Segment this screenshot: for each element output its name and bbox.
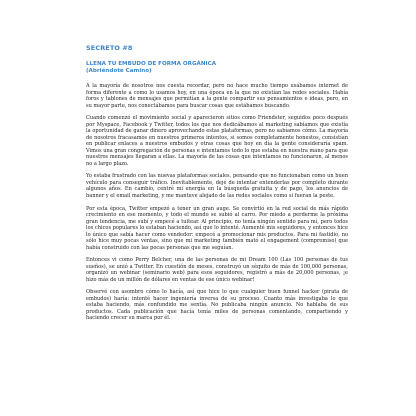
paragraph: Por esta época, Twitter empezó a tener un gran auge. Se convirtió en la red social de más rápido crecimiento en ese momento, y todo el mundo se subió al carro. Por miedo a perderme la próxima gran tendencia, me subí y empecé a tuitear. Al principio, no tenía ningún sentido para mí, pero todos los chicos populares lo estaban haciendo, así que lo intenté. Aumenté mis seguidores, y entonces hice lo único que sabía hacer como vendedor: empecé a promocionar mis productos. Para mi fastidio, no sólo hice muy pocas ventas, sino que mi marketing también mató el engagement (compromiso) que había construido con las pocas personas que me seguían. [86,205,348,251]
chapter-heading [86,61,348,75]
paragraph: A la mayoría de nosotros nos cuesta recordar, pero no hace mucho tiempo usábamos internet de forma diferente a como lo usamos hoy, en una época en la que no existían las redes sociales. Había foros y tablones de mensajes que permitían a la gente compartir sus pensamientos e ideas, pero, en su mayor parte, nos conectábamos para buscar cosas que estábamos buscando. [86,83,348,109]
chapter-title: LLENA TU EMBUDO DE FORMA ORGÁNICA [86,61,217,67]
paragraph: Cuando comenzó el movimiento social y aparecieron sitios como Friendster, seguidos poco después por Myspace, Facebook y Twitter, todos los que nos dedicábamos al marketing sabíamos que existía la oportunidad de ganar dinero aprovechando estas plataformas, pero no sabíamos cómo. La mayoría de nosotros fracasamos en nuestros primeros intentos, si somos completamente honestos, consistían en publicar enlaces a nuestros embudos y otras cosas que hoy en día la gente consideraría spam. Vimos una gran congregación de personas e intentamos todo lo que estaba en nuestra mano para que nuestros mensajes llegaran a ellas. La mayoría de las cosas que intentamos no funcionaron, al menos no a largo plazo. [86,115,348,167]
paragraph: Yo estaba frustrado con las nuevas plataformas sociales, pensando que no funcionaban como un buen vehículo para conseguir tráfico. Inevitablemente, dejé de intentar entenderlas por completo durante algunos años. En cambio, centré mi energía en la búsqueda gratuita y de pago, los anuncios de banner y el email marketing, y me mantuve alejado de las redes sociales como si fueran la peste. [86,173,348,199]
paragraph: Observé con asombro cómo lo hacía, así que hice lo que cualquier buen funnel hacker (pirata de embudos) haría: intenté hacer ingeniería inversa de su proceso. Cuanto más investigaba lo que estaba haciendo, más confundido me sentía. No publicaba ningún anuncio. No hablaba de sus productos. Cada publicación que hacía tenía miles de personas comentando, compartiendo y haciendo crecer su marca por él. [86,289,348,322]
chapter-subtitle: (Abriéndote Camino) [86,68,152,74]
section-label: SECRETO #8 [86,44,133,52]
document-page [86,44,348,328]
paragraph: Entonces vi como Perry Belcher, una de las personas de mi Dream 100 (Las 100 personas de tus sueños), se unió a Twitter. En cuestión de meses, construyó un séquito de más de 100,000 personas, organizó un webinar (seminario web) para esos seguidores, registró a más de 20,000 personas, ¡e hizo más de un millón de dólares en ventas de ese único webinar! [86,257,348,283]
